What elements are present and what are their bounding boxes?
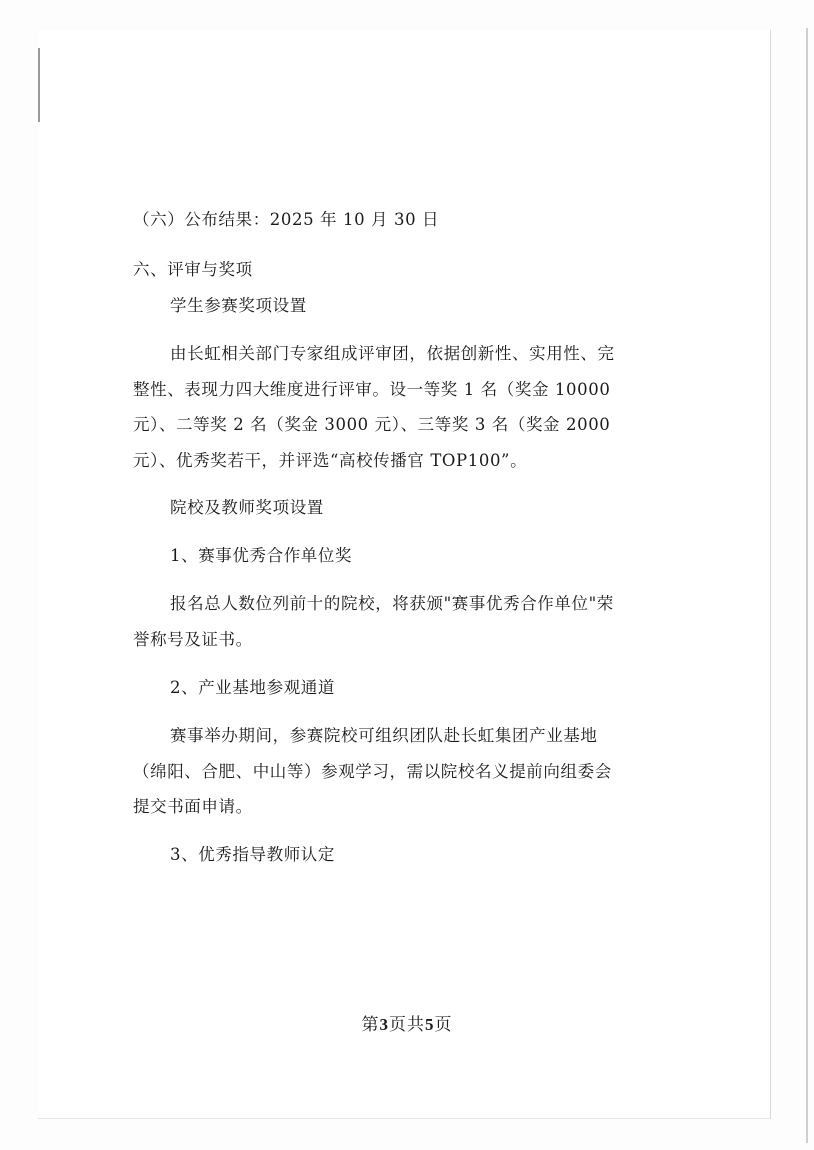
footer-suffix: 页 xyxy=(434,1015,453,1035)
item-heading-partner-award: 1、赛事优秀合作单位奖 xyxy=(170,546,353,565)
footer-prefix: 第 xyxy=(361,1015,380,1035)
paragraph-industry-visit-line-2: （绵阳、合肥、中山等）参观学习，需以院校名义提前向组委会 xyxy=(133,762,612,781)
paragraph-partner-award-line-1: 报名总人数位列前十的院校，将获颁"赛事优秀合作单位"荣 xyxy=(170,594,614,613)
paragraph-student-awards-line-1: 由长虹相关部门专家组成评审团，依据创新性、实用性、完 xyxy=(170,344,615,363)
item-heading-outstanding-advisor: 3、优秀指导教师认定 xyxy=(170,845,335,864)
paragraph-industry-visit-line-1: 赛事举办期间，参赛院校可组织团队赴长虹集团产业基地 xyxy=(170,726,598,745)
subheading-school-teacher-awards: 院校及教师奖项设置 xyxy=(170,498,324,517)
footer-total-pages: 5 xyxy=(425,1015,435,1034)
footer-current-page: 3 xyxy=(379,1015,389,1034)
page-number-footer xyxy=(0,1010,814,1035)
document-page xyxy=(38,30,771,1119)
paragraph-industry-visit-line-3: 提交书面申请。 xyxy=(133,797,253,816)
paragraph-partner-award-line-2: 誉称号及证书。 xyxy=(133,630,253,649)
scan-edge-mark-left xyxy=(38,48,40,122)
paragraph-student-awards-line-2: 整性、表现力四大维度进行评审。设一等奖 1 名（奖金 10000 xyxy=(133,380,611,399)
subheading-student-awards: 学生参赛奖项设置 xyxy=(170,296,307,315)
footer-middle: 页共 xyxy=(389,1015,425,1035)
scan-edge-mark-right xyxy=(806,28,808,1143)
schedule-item-publish-results: （六）公布结果：2025 年 10 月 30 日 xyxy=(133,210,440,229)
item-heading-industry-base-visit: 2、产业基地参观通道 xyxy=(170,678,335,697)
paragraph-student-awards-line-4: 元）、优秀奖若干，并评选“高校传播官 TOP100”。 xyxy=(133,451,528,470)
paragraph-student-awards-line-3: 元）、二等奖 2 名（奖金 3000 元）、三等奖 3 名（奖金 2000 xyxy=(133,415,611,434)
section-heading-review-awards: 六、评审与奖项 xyxy=(133,260,253,279)
